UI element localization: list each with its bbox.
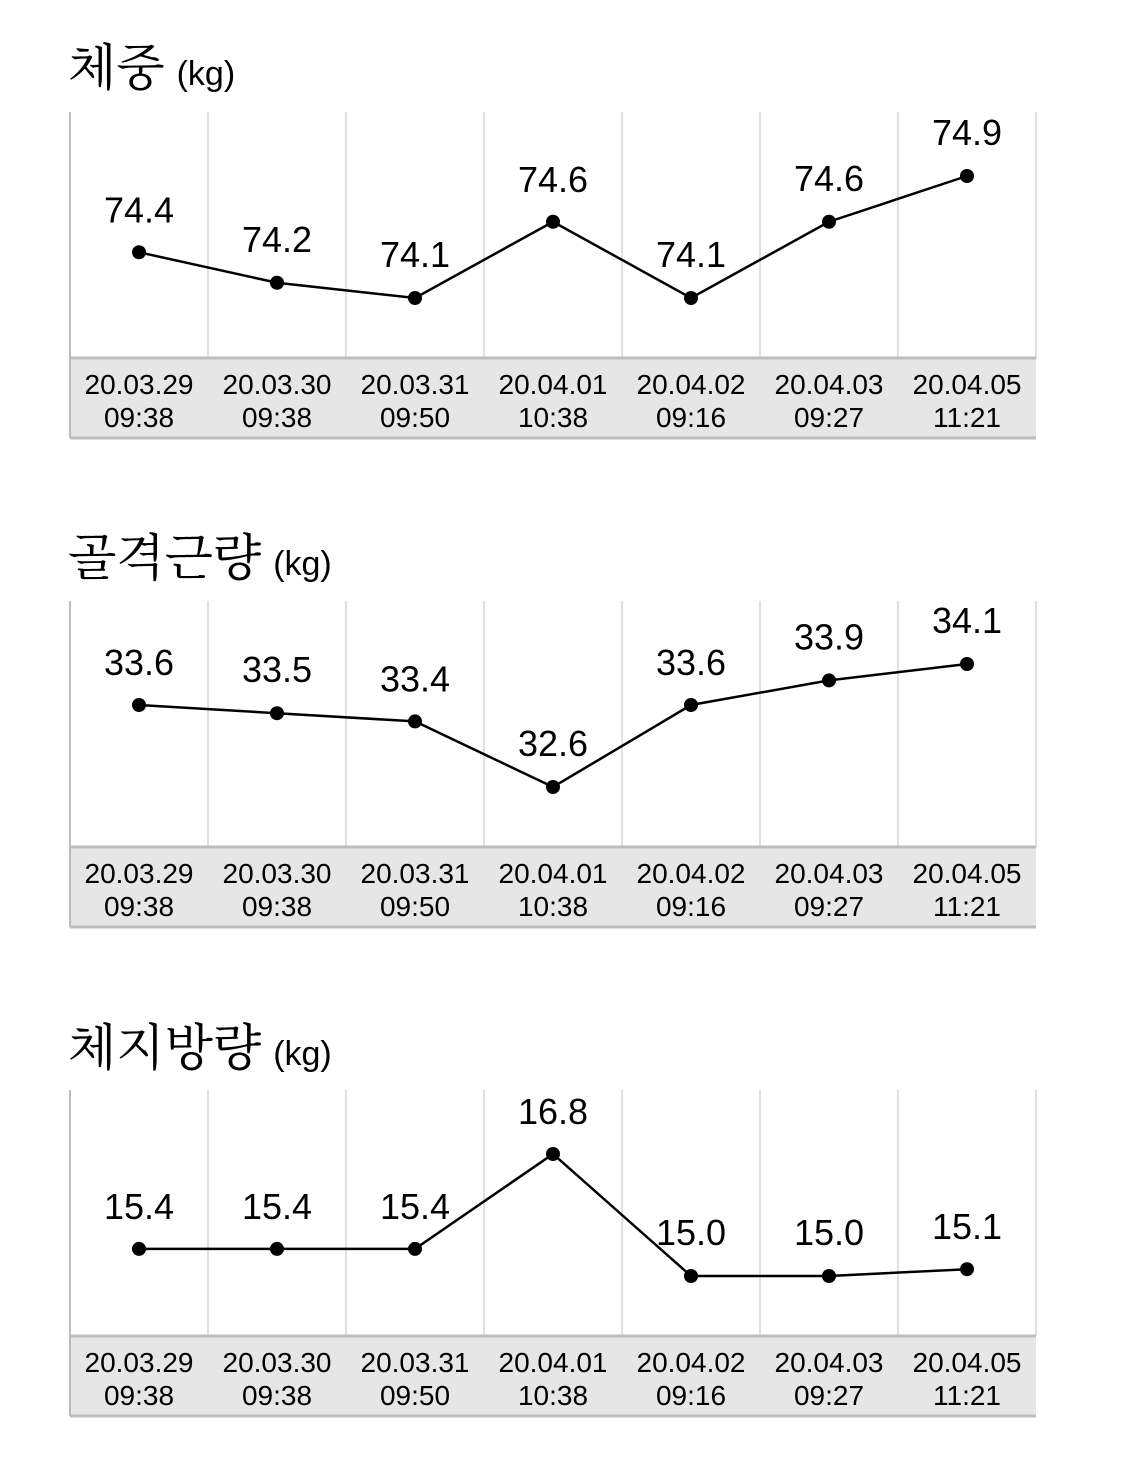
data-value-label: 33.6 xyxy=(103,642,175,683)
x-tick-date-label: 20.04.02 xyxy=(636,369,746,400)
data-value-label: 34.1 xyxy=(931,600,1003,641)
x-tick-date-label: 20.04.03 xyxy=(774,858,884,889)
data-point xyxy=(822,673,836,687)
x-tick-time-label: 09:27 xyxy=(793,402,865,433)
data-point xyxy=(822,215,836,229)
x-tick-time-label: 09:16 xyxy=(655,1380,727,1411)
x-tick-date-label: 20.03.30 xyxy=(222,1347,332,1378)
data-value-label: 74.6 xyxy=(793,157,865,199)
data-value-label: 74.6 xyxy=(517,158,589,200)
chart-unit: (kg) xyxy=(176,55,236,93)
data-value-label: 15.4 xyxy=(379,1185,451,1227)
data-point xyxy=(132,698,146,712)
chart-title-text: 골격근량 xyxy=(68,529,262,587)
x-tick-date-label: 20.04.01 xyxy=(498,858,608,889)
x-tick-date-label: 20.04.05 xyxy=(912,369,1022,400)
data-point xyxy=(684,698,698,712)
x-tick-time-label: 11:21 xyxy=(933,1380,1001,1411)
x-tick-time-label: 09:38 xyxy=(103,1380,175,1411)
x-tick-time-label: 11:21 xyxy=(933,402,1001,433)
x-tick-time-label: 09:38 xyxy=(103,402,175,433)
x-tick-date-label: 20.04.03 xyxy=(774,369,884,400)
x-tick-date-label: 20.03.29 xyxy=(84,1347,194,1378)
x-tick-time-label: 09:50 xyxy=(379,1380,451,1411)
x-tick-time-label: 09:50 xyxy=(379,891,451,922)
data-point xyxy=(546,1147,560,1161)
chart-title-text: 체지방량 xyxy=(68,1019,262,1077)
body-fat-line-chart xyxy=(0,1090,1125,1420)
x-tick-date-label: 20.03.31 xyxy=(360,858,470,889)
data-value-label: 33.5 xyxy=(241,649,313,691)
data-point xyxy=(546,215,560,229)
chart-title xyxy=(68,1008,332,1080)
data-value-label: 32.6 xyxy=(517,723,589,764)
x-tick-date-label: 20.04.02 xyxy=(636,1347,746,1378)
x-tick-time-label: 10:38 xyxy=(517,402,589,433)
x-tick-time-label: 09:38 xyxy=(241,891,313,922)
x-tick-date-label: 20.04.05 xyxy=(912,858,1022,889)
x-tick-time-label: 09:38 xyxy=(241,1380,313,1411)
x-tick-date-label: 20.03.31 xyxy=(360,369,470,400)
x-tick-time-label: 09:50 xyxy=(379,402,451,433)
x-tick-time-label: 10:38 xyxy=(517,1380,589,1411)
data-value-label: 74.9 xyxy=(931,112,1003,153)
data-value-label: 15.1 xyxy=(931,1206,1003,1248)
x-tick-time-label: 09:38 xyxy=(241,402,313,433)
data-point xyxy=(960,657,974,671)
x-tick-date-label: 20.04.03 xyxy=(774,1347,884,1378)
chart-title xyxy=(68,518,332,590)
x-tick-date-label: 20.04.01 xyxy=(498,369,608,400)
data-point xyxy=(270,1242,284,1256)
data-point xyxy=(822,1269,836,1283)
chart-title-text: 체중 xyxy=(68,39,165,97)
data-value-label: 15.4 xyxy=(103,1185,175,1227)
data-value-label: 74.1 xyxy=(655,234,727,275)
chart-unit: (kg) xyxy=(273,545,332,583)
x-tick-date-label: 20.04.02 xyxy=(636,858,746,889)
data-point xyxy=(546,780,560,794)
x-tick-date-label: 20.03.29 xyxy=(84,369,194,400)
x-tick-date-label: 20.04.05 xyxy=(912,1347,1022,1378)
x-tick-time-label: 11:21 xyxy=(933,891,1001,922)
data-point xyxy=(270,706,284,720)
x-tick-date-label: 20.04.01 xyxy=(498,1347,608,1378)
chart-title xyxy=(68,28,235,100)
x-tick-time-label: 09:16 xyxy=(655,891,727,922)
data-value-label: 74.1 xyxy=(379,234,451,275)
x-tick-time-label: 09:27 xyxy=(793,891,865,922)
x-tick-date-label: 20.03.31 xyxy=(360,1347,470,1378)
data-point xyxy=(960,1262,974,1276)
x-tick-date-label: 20.03.29 xyxy=(84,858,194,889)
data-value-label: 33.4 xyxy=(379,658,451,700)
x-tick-date-label: 20.03.30 xyxy=(222,369,332,400)
data-value-label: 16.8 xyxy=(517,1091,589,1132)
data-point xyxy=(408,714,422,728)
data-point xyxy=(132,1242,146,1256)
data-value-label: 15.4 xyxy=(241,1185,313,1227)
data-value-label: 15.0 xyxy=(793,1212,865,1253)
data-value-label: 33.9 xyxy=(793,616,865,658)
data-value-label: 74.2 xyxy=(241,218,313,260)
data-value-label: 15.0 xyxy=(655,1212,727,1253)
data-value-label: 33.6 xyxy=(655,642,727,683)
x-tick-time-label: 09:27 xyxy=(793,1380,865,1411)
chart-unit: (kg) xyxy=(273,1035,332,1073)
data-point xyxy=(270,276,284,290)
x-tick-time-label: 09:38 xyxy=(103,891,175,922)
skeletal-muscle-line-chart xyxy=(0,601,1125,931)
data-point xyxy=(684,1269,698,1283)
data-point xyxy=(408,1242,422,1256)
data-point xyxy=(132,245,146,259)
x-tick-time-label: 09:16 xyxy=(655,402,727,433)
data-point xyxy=(408,291,422,305)
x-tick-time-label: 10:38 xyxy=(517,891,589,922)
x-tick-date-label: 20.03.30 xyxy=(222,858,332,889)
weight-line-chart xyxy=(0,112,1125,442)
data-point xyxy=(684,291,698,305)
data-point xyxy=(960,169,974,183)
data-value-label: 74.4 xyxy=(103,189,175,231)
